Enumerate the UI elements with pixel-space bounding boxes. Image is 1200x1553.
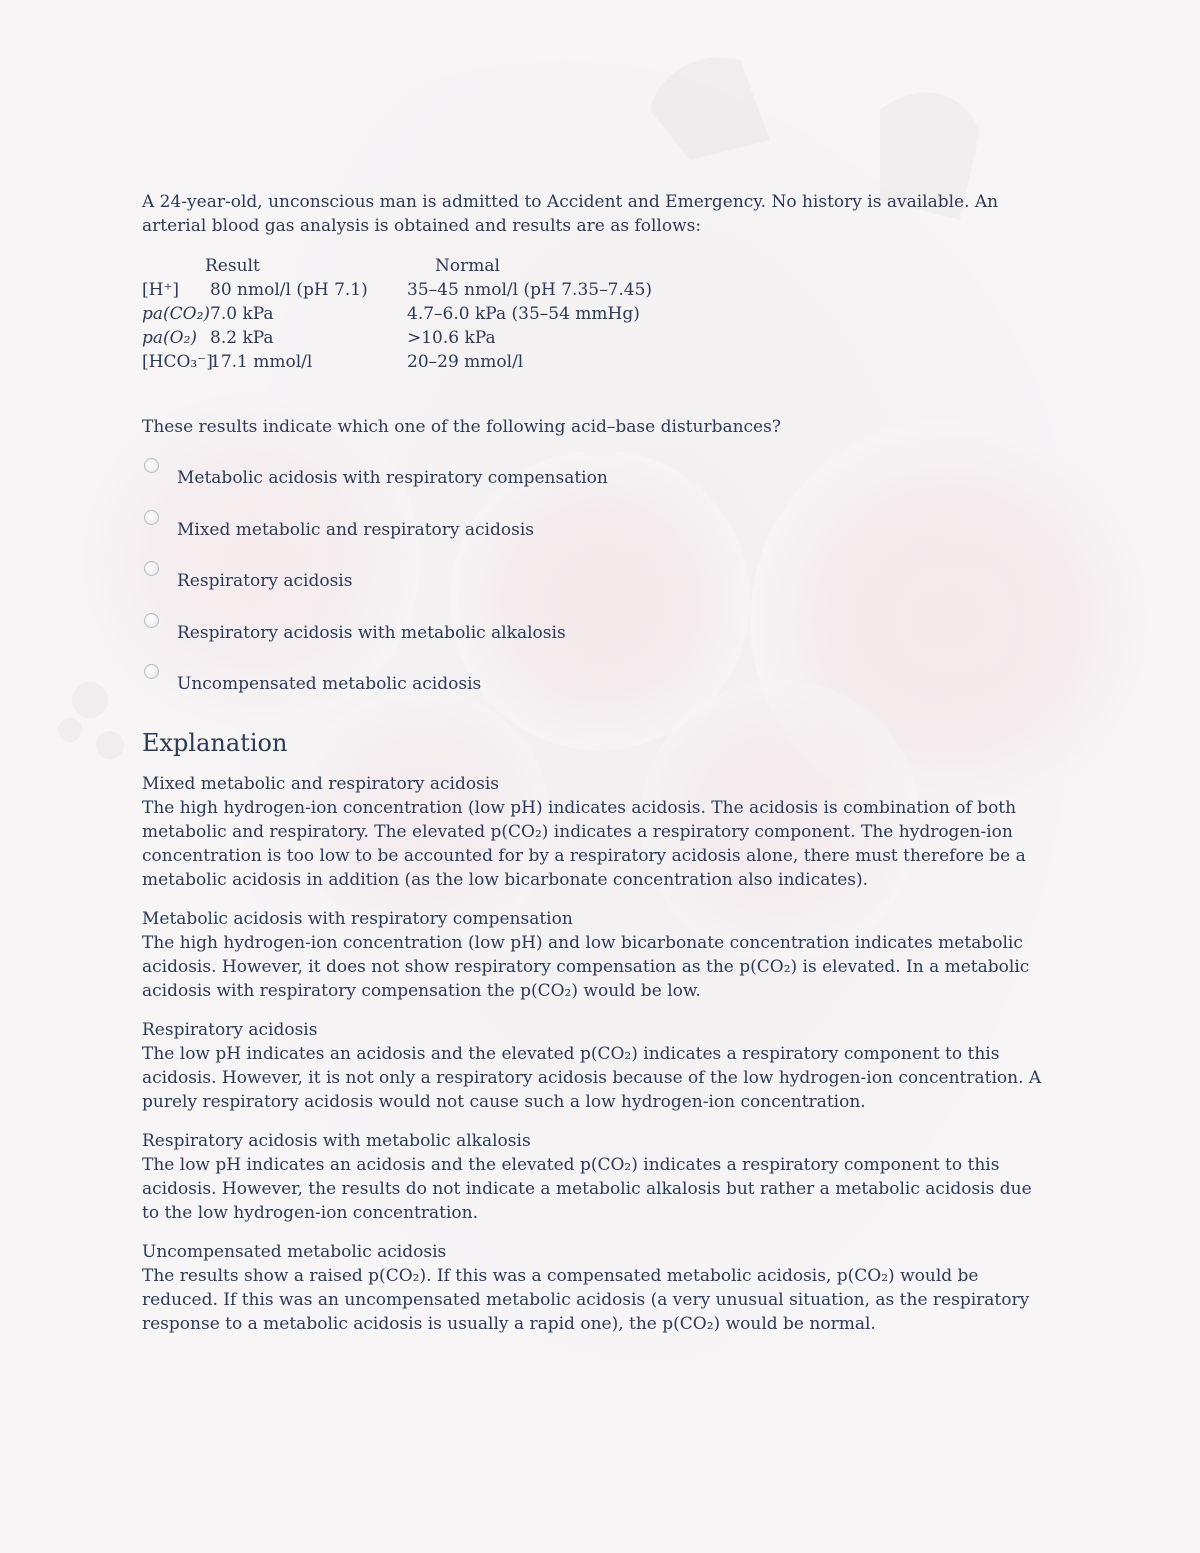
answer-option[interactable] bbox=[142, 613, 842, 643]
option-label[interactable]: Mixed metabolic and respiratory acidosis bbox=[177, 520, 534, 540]
explanation-block bbox=[142, 907, 1062, 1003]
explanation-line: The low pH indicates an acidosis and the elevated p(CO₂) indicates a respiratory component to this bbox=[142, 1044, 1000, 1064]
lab-param: [HCO₃⁻] bbox=[142, 352, 213, 372]
explanation-line: The high hydrogen-ion concentration (low pH) indicates acidosis. The acidosis is combination of both bbox=[142, 798, 1017, 818]
lab-table-header bbox=[142, 254, 842, 278]
explanation-title: Respiratory acidosis with metabolic alkalosis bbox=[142, 1131, 531, 1151]
intro-line-2: arterial blood gas analysis is obtained and results are as follows: bbox=[142, 216, 702, 236]
result-header: Result bbox=[205, 256, 260, 276]
lab-param: pa(CO₂) bbox=[142, 304, 211, 324]
explanation-block bbox=[142, 772, 1062, 892]
option-label[interactable]: Uncompensated metabolic acidosis bbox=[177, 674, 482, 694]
explanation-title: Uncompensated metabolic acidosis bbox=[142, 1242, 447, 1262]
lab-results-table bbox=[142, 254, 1062, 374]
question-text: These results indicate which one of the following acid–base disturbances? bbox=[142, 417, 781, 437]
radio-button[interactable] bbox=[144, 664, 159, 679]
explanation-line: metabolic acidosis in addition (as the low bicarbonate concentration also indicates). bbox=[142, 870, 869, 890]
lab-row-hydrogen bbox=[142, 278, 842, 302]
answer-option[interactable] bbox=[142, 664, 842, 694]
explanation-title: Mixed metabolic and respiratory acidosis bbox=[142, 774, 499, 794]
normal-header: Normal bbox=[435, 256, 500, 276]
radio-button[interactable] bbox=[144, 510, 159, 525]
lab-param: pa(O₂) bbox=[142, 328, 198, 348]
explanation-title: Metabolic acidosis with respiratory compensation bbox=[142, 909, 573, 929]
document-page bbox=[142, 190, 1062, 1334]
lab-row-po2 bbox=[142, 326, 842, 350]
answer-option[interactable] bbox=[142, 561, 842, 591]
case-intro bbox=[142, 190, 1062, 238]
explanation-line: The results show a raised p(CO₂). If this was a compensated metabolic acidosis, p(CO₂) would be bbox=[142, 1266, 979, 1286]
explanation-block bbox=[142, 1240, 1062, 1336]
option-label[interactable]: Metabolic acidosis with respiratory compensation bbox=[177, 468, 608, 488]
lab-normal: 4.7–6.0 kPa (35–54 mmHg) bbox=[407, 304, 640, 324]
answer-option[interactable] bbox=[142, 458, 842, 488]
explanation-line: metabolic and respiratory. The elevated p(CO₂) indicates a respiratory component. The hydrogen-ion bbox=[142, 822, 1013, 842]
radio-button[interactable] bbox=[144, 458, 159, 473]
explanation-section bbox=[142, 728, 1062, 1351]
explanation-line: acidosis. However, the results do not indicate a metabolic alkalosis but rather a metabolic acidosis due bbox=[142, 1179, 1032, 1199]
lab-result: 8.2 kPa bbox=[210, 328, 274, 348]
lab-row-bicarbonate bbox=[142, 350, 842, 374]
answer-option[interactable] bbox=[142, 510, 842, 540]
explanation-line: concentration is too low to be accounted for by a respiratory acidosis alone, there must therefore be a bbox=[142, 846, 1026, 866]
explanation-line: to the low hydrogen-ion concentration. bbox=[142, 1203, 478, 1223]
radio-button[interactable] bbox=[144, 561, 159, 576]
explanation-line: The high hydrogen-ion concentration (low pH) and low bicarbonate concentration indicates metabolic bbox=[142, 933, 1023, 953]
explanation-line: reduced. If this was an uncompensated metabolic acidosis (a very unusual situation, as the respiratory bbox=[142, 1290, 1030, 1310]
lab-normal: 20–29 mmol/l bbox=[407, 352, 524, 372]
lab-normal: 35–45 nmol/l (pH 7.35–7.45) bbox=[407, 280, 653, 300]
explanation-block bbox=[142, 1129, 1062, 1225]
intro-line-1: A 24-year-old, unconscious man is admitted to Accident and Emergency. No history is available. An bbox=[142, 192, 999, 212]
explanation-line: acidosis. However, it does not show respiratory compensation as the p(CO₂) is elevated. In a metabolic bbox=[142, 957, 1030, 977]
lab-result: 17.1 mmol/l bbox=[210, 352, 313, 372]
radio-button[interactable] bbox=[144, 613, 159, 628]
lab-row-pco2 bbox=[142, 302, 842, 326]
lab-result: 80 nmol/l (pH 7.1) bbox=[210, 280, 368, 300]
explanation-line: response to a metabolic acidosis is usually a rapid one), the p(CO₂) would be normal. bbox=[142, 1314, 876, 1334]
lab-param: [H⁺] bbox=[142, 280, 180, 300]
option-label[interactable]: Respiratory acidosis bbox=[177, 571, 353, 591]
explanation-line: The low pH indicates an acidosis and the elevated p(CO₂) indicates a respiratory component to this bbox=[142, 1155, 1000, 1175]
explanation-line: acidosis with respiratory compensation the p(CO₂) would be low. bbox=[142, 981, 701, 1001]
option-label[interactable]: Respiratory acidosis with metabolic alkalosis bbox=[177, 623, 566, 643]
explanation-block bbox=[142, 1018, 1062, 1114]
lab-result: 7.0 kPa bbox=[210, 304, 274, 324]
lab-normal: >10.6 kPa bbox=[407, 328, 496, 348]
explanation-line: purely respiratory acidosis would not cause such a low hydrogen-ion concentration. bbox=[142, 1092, 866, 1112]
explanation-line: acidosis. However, it is not only a respiratory acidosis because of the low hydrogen-ion concentration. A bbox=[142, 1068, 1042, 1088]
explanation-title: Respiratory acidosis bbox=[142, 1020, 318, 1040]
explanation-heading: Explanation bbox=[142, 729, 288, 757]
